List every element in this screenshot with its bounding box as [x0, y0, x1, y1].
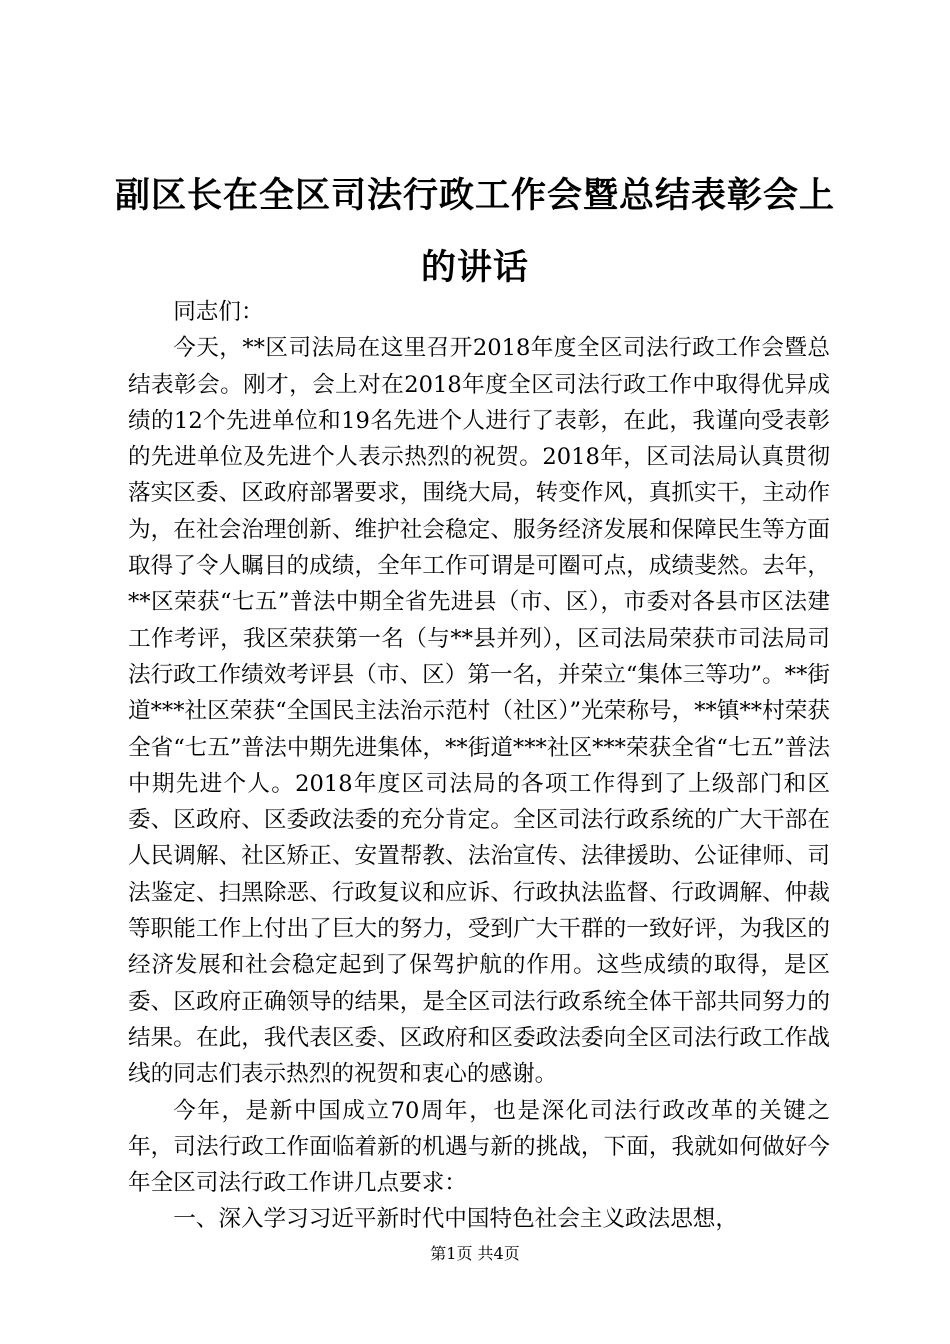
page-footer: 第1页 共4页 [430, 1244, 520, 1263]
body-paragraph: 今年，是新中国成立70周年，也是深化司法行政改革的关键之年，司法行政工作面临着新的机遇与新的挑战，下面，我就如何做好今年全区司法行政工作讲几点要求： [128, 1097, 830, 1197]
body-paragraph: 今天，**区司法局在这里召开2018年度全区司法行政工作会暨总结表彰会。刚才，会上对在2018年度全区司法行政工作中取得优异成绩的12个先进单位和19名先进个人进行了表彰，在此，我谨向受表彰的先进单位及先进个人表示热烈的祝贺。2018年，区司法局认真贯彻落实区委、区政府部署要求，围绕大局，转变作风，真抓实干，主动作为，在社会治理创新、维护社会稳定、服务经济发展和保障民生等方面取得了令人瞩目的成绩，全年工作可谓是可圈可点，成绩斐然。去年，**区荣获“七五”普法中期全省先进县（市、区），市委对各县市区法建工作考评，我区荣获第一名（与**县并列），区司法局荣获市司法局司法行政工作绩效考评县（市、区）第一名，并荣立“集体三等功”。**街道***社区荣获“全国民主法治示范村（社区）”光荣称号，**镇**村荣获全省“七五”普法中期先进集体，**街道***社区***荣获全省“七五”普法中期先进个人。2018年度区司法局的各项工作得到了上级部门和区委、区政府、区委政法委的充分肯定。全区司法行政系统的广大干部在人民调解、社区矫正、安置帮教、法治宣传、法律援助、公证律师、司法鉴定、扫黑除恶、行政复议和应诉、行政执法监督、行政调解、仲裁等职能工作上付出了巨大的努力，受到广大干群的一致好评，为我区的经济发展和社会稳定起到了保驾护航的作用。这些成绩的取得，是区委、区政府正确领导的结果，是全区司法行政系统全体干部共同努力的结果。在此，我代表区委、区政府和区委政法委向全区司法行政工作战线的同志们表示热烈的祝贺和衷心的感谢。 [128, 335, 830, 1088]
section-heading-paragraph: 一、深入学习习近平新时代中国特色社会主义政法思想， [173, 1206, 739, 1233]
document-title: 副区长在全区司法行政工作会暨总结表彰会上的讲话 [114, 176, 835, 288]
document-body [128, 294, 830, 1238]
salutation-paragraph: 同志们： [173, 299, 264, 325]
